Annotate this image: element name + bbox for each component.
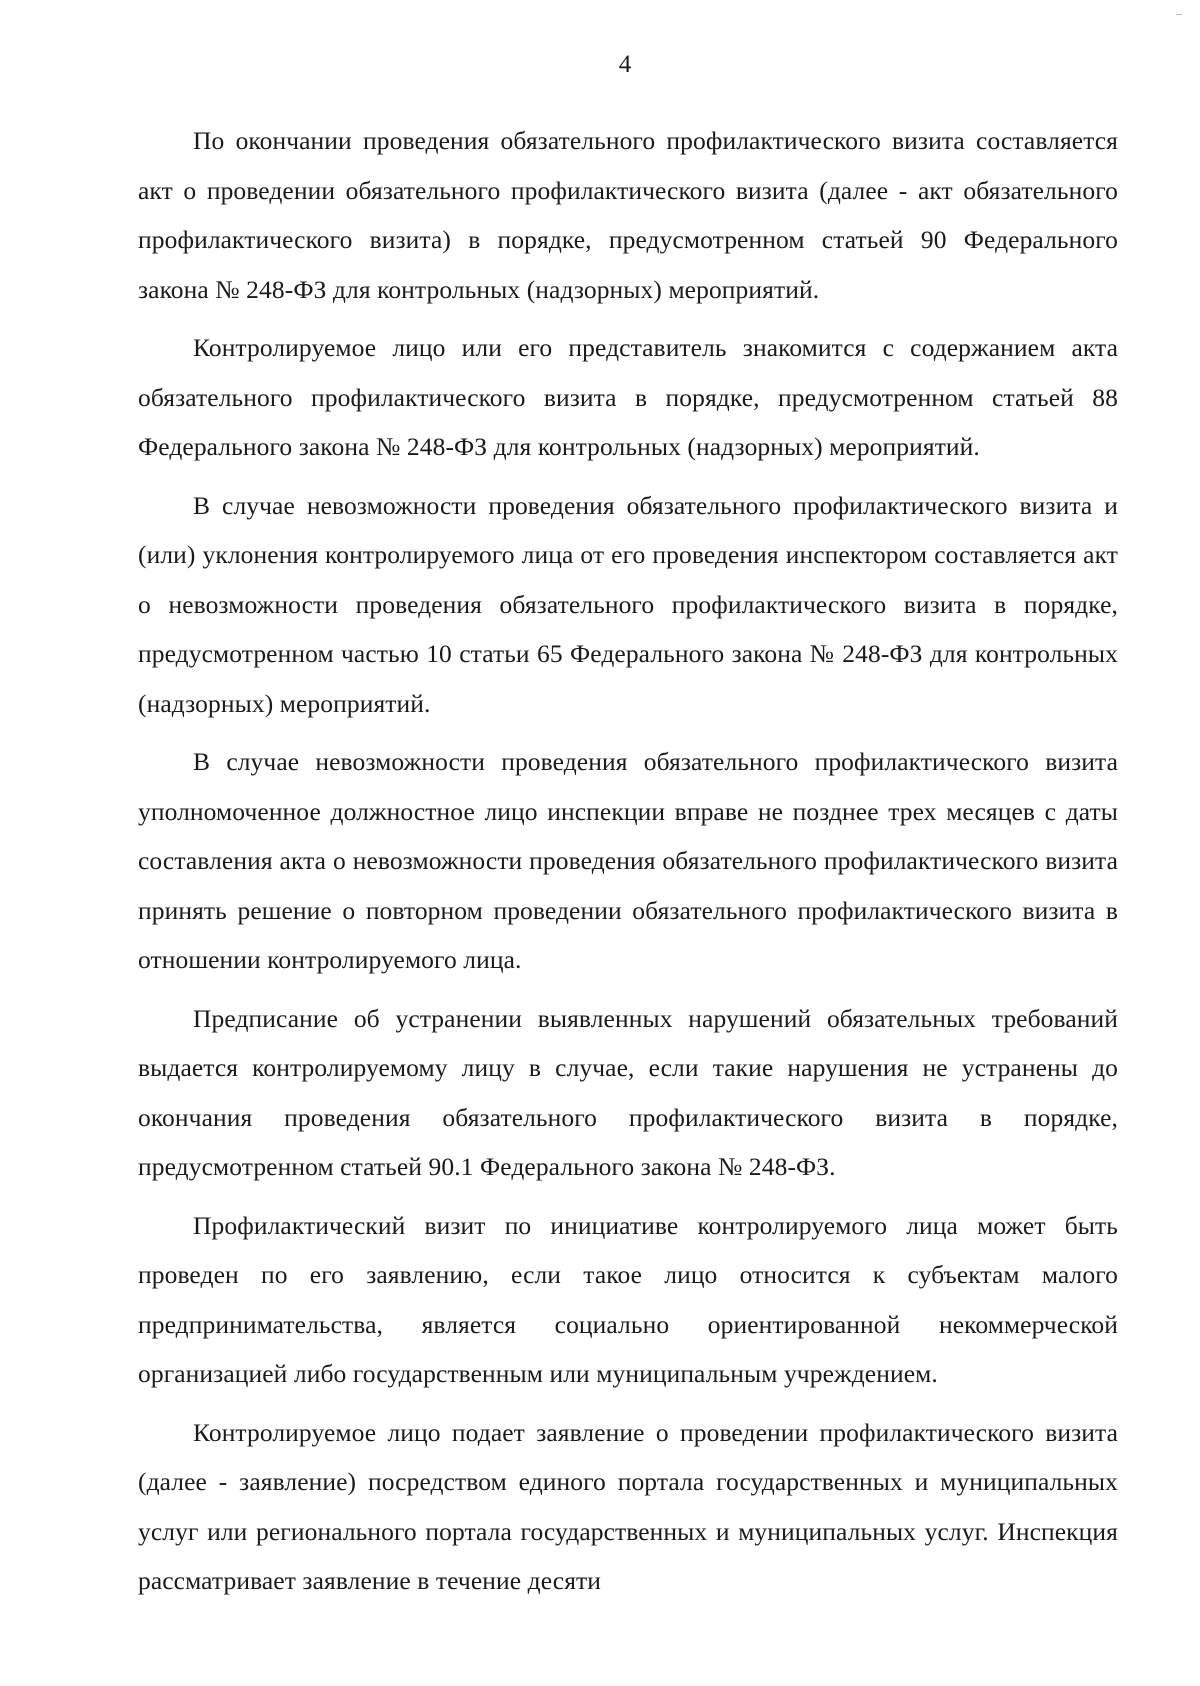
scan-mark <box>1176 14 1182 15</box>
page-number: 4 <box>618 51 632 78</box>
paragraph-act-of-visit: По окончании проведения обязательного профилактического визита составляется акт о проведении обязательного профилактического визита (далее - акт обязательного профилактического визита) в порядке, предусмотренном статьей 90 Федерального закона № 248-ФЗ для контрольных (надзорных) мероприятий. <box>138 126 1118 304</box>
paragraph-application: Контролируемое лицо подает заявление о проведении профилактического визита (далее - заявление) посредством единого портала государственных и муниципальных услуг или регионального портала государственных и муниципальных услуг. Инспекция рассматривает заявление в течение десяти <box>138 1417 1118 1595</box>
paragraph-familiarization: Контролируемое лицо или его представитель знакомится с содержанием акта обязательного профилактического визита в порядке, предусмотренном статьей 88 Федерального закона № 248-ФЗ для контрольных (надзорных) мероприятий. <box>138 333 1118 461</box>
document-body <box>138 116 1118 1615</box>
paragraph-prescription: Предписание об устранении выявленных нарушений обязательных требований выдается контролируемому лицу в случае, если такие нарушения не устранены до окончания проведения обязательного профилактического визита в порядке, предусмотренном статьей 90.1 Федерального закона № 248-ФЗ. <box>138 1003 1118 1181</box>
paragraph-initiative-visit: Профилактический визит по инициативе контролируемого лица может быть проведен по его заявлению, если такое лицо относится к субъектам малого предпринимательства, является социально ориентированной некоммерческой организацией либо государственным или муниципальным учреждением. <box>138 1210 1118 1388</box>
paragraph-impossibility-act: В случае невозможности проведения обязательного профилактического визита и (или) уклонения контролируемого лица от его проведения инспектором составляется акт о невозможности проведения обязательного профилактического визита в порядке, предусмотренном частью 10 статьи 65 Федерального закона № 248-ФЗ для контрольных (надзорных) мероприятий. <box>138 490 1118 718</box>
paragraph-repeat-visit: В случае невозможности проведения обязательного профилактического визита уполномоченное должностное лицо инспекции вправе не позднее трех месяцев с даты составления акта о невозможности проведения обязательного профилактического визита принять решение о повторном проведении обязательного профилактического визита в отношении контролируемого лица. <box>138 747 1118 974</box>
